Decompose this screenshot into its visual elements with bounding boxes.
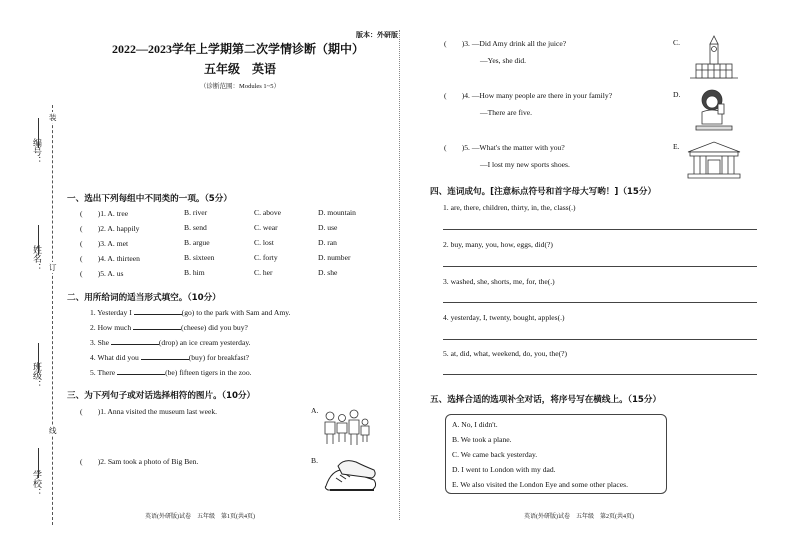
scope-text: （诊断范围：Modules 1~5） [200,83,280,90]
big-ben-picture-icon [688,34,740,82]
option-d: D. use [318,223,338,232]
list-item [90,337,251,347]
picture-answer: —There are five. [480,108,533,117]
list-item: E. We also visited the London Eye and some other places. [452,480,628,489]
answer-blank[interactable] [133,322,181,330]
section2-heading: 二、用所给词的适当形式填空。（10分） [67,293,221,303]
binding-mark: 装 [49,113,57,122]
binding-mark: 线 [49,426,57,435]
sentence-end: (go) to the park with Sam and Amy. [181,308,291,317]
list-item: 4. yesterday, I, twenty, bought, apples(.) [443,313,565,322]
side-rule [38,118,39,148]
option-c: C. lost [254,238,274,247]
page-title: 2022—2023学年上学期第二次学情诊断（期中） [111,42,364,56]
edition-label: 版本：外研版 [356,31,398,39]
family-picture-icon [322,408,374,448]
answer-blank[interactable] [117,367,165,375]
q-number: ( )2. A. happily [80,224,140,233]
picture-option-label: E. [673,142,680,151]
option-b: B. sixteen [184,253,215,262]
sentence-start: 1. Yesterday I [90,308,132,317]
answer-line[interactable] [443,266,757,267]
picture-option-label: C. [673,38,680,47]
answer-line[interactable] [443,374,757,375]
side-rule [38,448,39,478]
sentence-start: 2. How much [90,323,132,332]
sentence-end: (be) fifteen tigers in the zoo. [165,368,252,377]
page-subtitle: 五年级 英语 [203,62,276,76]
binding-mark: 订 [49,263,57,272]
sentence-start: 4. What did you [90,353,139,362]
option-b: B. river [184,208,208,217]
list-item: A. No, I didn't. [452,420,498,429]
picture-question: ( )5. —What's the matter with you? [444,143,565,152]
list-item [90,307,290,317]
list-item: 3. washed, she, shorts, me, for, the(.) [443,277,555,286]
option-d: D. she [318,268,338,277]
sentence-end: (drop) an ice cream yesterday. [158,338,251,347]
list-item: 5. at, did, what, weekend, do, you, the(?) [443,349,567,358]
museum-picture-icon [686,140,742,180]
sentence-start: 5. There [90,368,116,377]
side-label-number: 编号： [31,138,41,165]
answer-blank[interactable] [134,307,182,315]
section4-heading: 四、连词成句。[注意标点符号和首字母大写哟！]（15分） [430,187,657,197]
side-rule [38,225,39,255]
binding-line [52,105,53,525]
option-d: D. number [318,253,351,262]
option-b: B. send [184,223,207,232]
q-number: ( )1. A. tree [80,209,129,218]
girl-drinking-picture-icon [690,86,738,132]
list-item [90,322,248,332]
answer-line[interactable] [443,302,757,303]
q-number: ( )3. A. met [80,239,129,248]
list-item [90,352,249,362]
picture-question: ( )2. Sam took a photo of Big Ben. [80,457,199,466]
picture-answer: —Yes, she did. [480,56,527,65]
list-item: B. We took a plane. [452,435,512,444]
side-label-class: 班级： [31,362,41,389]
footer-left: 英语(外研版)试卷 五年级 第1页(共4页) [145,514,255,520]
section1-heading: 一、选出下列每组中不同类的一项。（5分） [67,194,232,204]
option-c: C. wear [254,223,278,232]
side-rule [38,343,39,373]
list-item: D. I went to London with my dad. [452,465,556,474]
option-b: B. him [184,268,205,277]
list-item: 2. buy, many, you, how, eggs, did(?) [443,240,553,249]
picture-option-label: D. [673,90,681,99]
picture-question: ( )3. —Did Amy drink all the juice? [444,39,567,48]
list-item: C. We came back yesterday. [452,450,538,459]
footer-right: 英语(外研版)试卷 五年级 第2页(共4页) [524,514,634,520]
answer-line[interactable] [443,339,757,340]
picture-question: ( )4. —How many people are there in your family? [444,91,613,100]
list-item [90,367,252,377]
side-label-school: 学校： [31,470,41,497]
picture-answer: —I lost my new sports shoes. [480,160,570,169]
q-number: ( )4. A. thirteen [80,254,140,263]
section5-heading: 五、选择合适的选项补全对话，将序号写在横线上。（15分） [430,395,662,405]
picture-option-label: B. [311,456,318,465]
q-number: ( )5. A. us [80,269,124,278]
side-label-name: 姓名： [31,245,41,272]
page-divider [399,30,400,520]
options-box [445,414,667,494]
picture-option-label: A. [311,406,319,415]
picture-question: ( )1. Anna visited the museum last week. [80,407,218,416]
section3-heading: 三、为下列句子或对话选择相符的图片。（10分） [67,391,256,401]
sentence-end: (cheese) did you buy? [181,323,248,332]
answer-blank[interactable] [111,337,159,345]
option-b: B. argue [184,238,210,247]
answer-blank[interactable] [141,352,189,360]
sentence-start: 3. She [90,338,109,347]
option-d: D. mountain [318,208,356,217]
list-item: 1. are, there, children, thirty, in, the, class(.) [443,203,576,212]
sports-shoes-picture-icon [322,456,380,498]
option-c: C. her [254,268,273,277]
sentence-end: (buy) for breakfast? [188,353,250,362]
option-d: D. ran [318,238,337,247]
option-c: C. forty [254,253,278,262]
option-c: C. above [254,208,281,217]
answer-line[interactable] [443,229,757,230]
